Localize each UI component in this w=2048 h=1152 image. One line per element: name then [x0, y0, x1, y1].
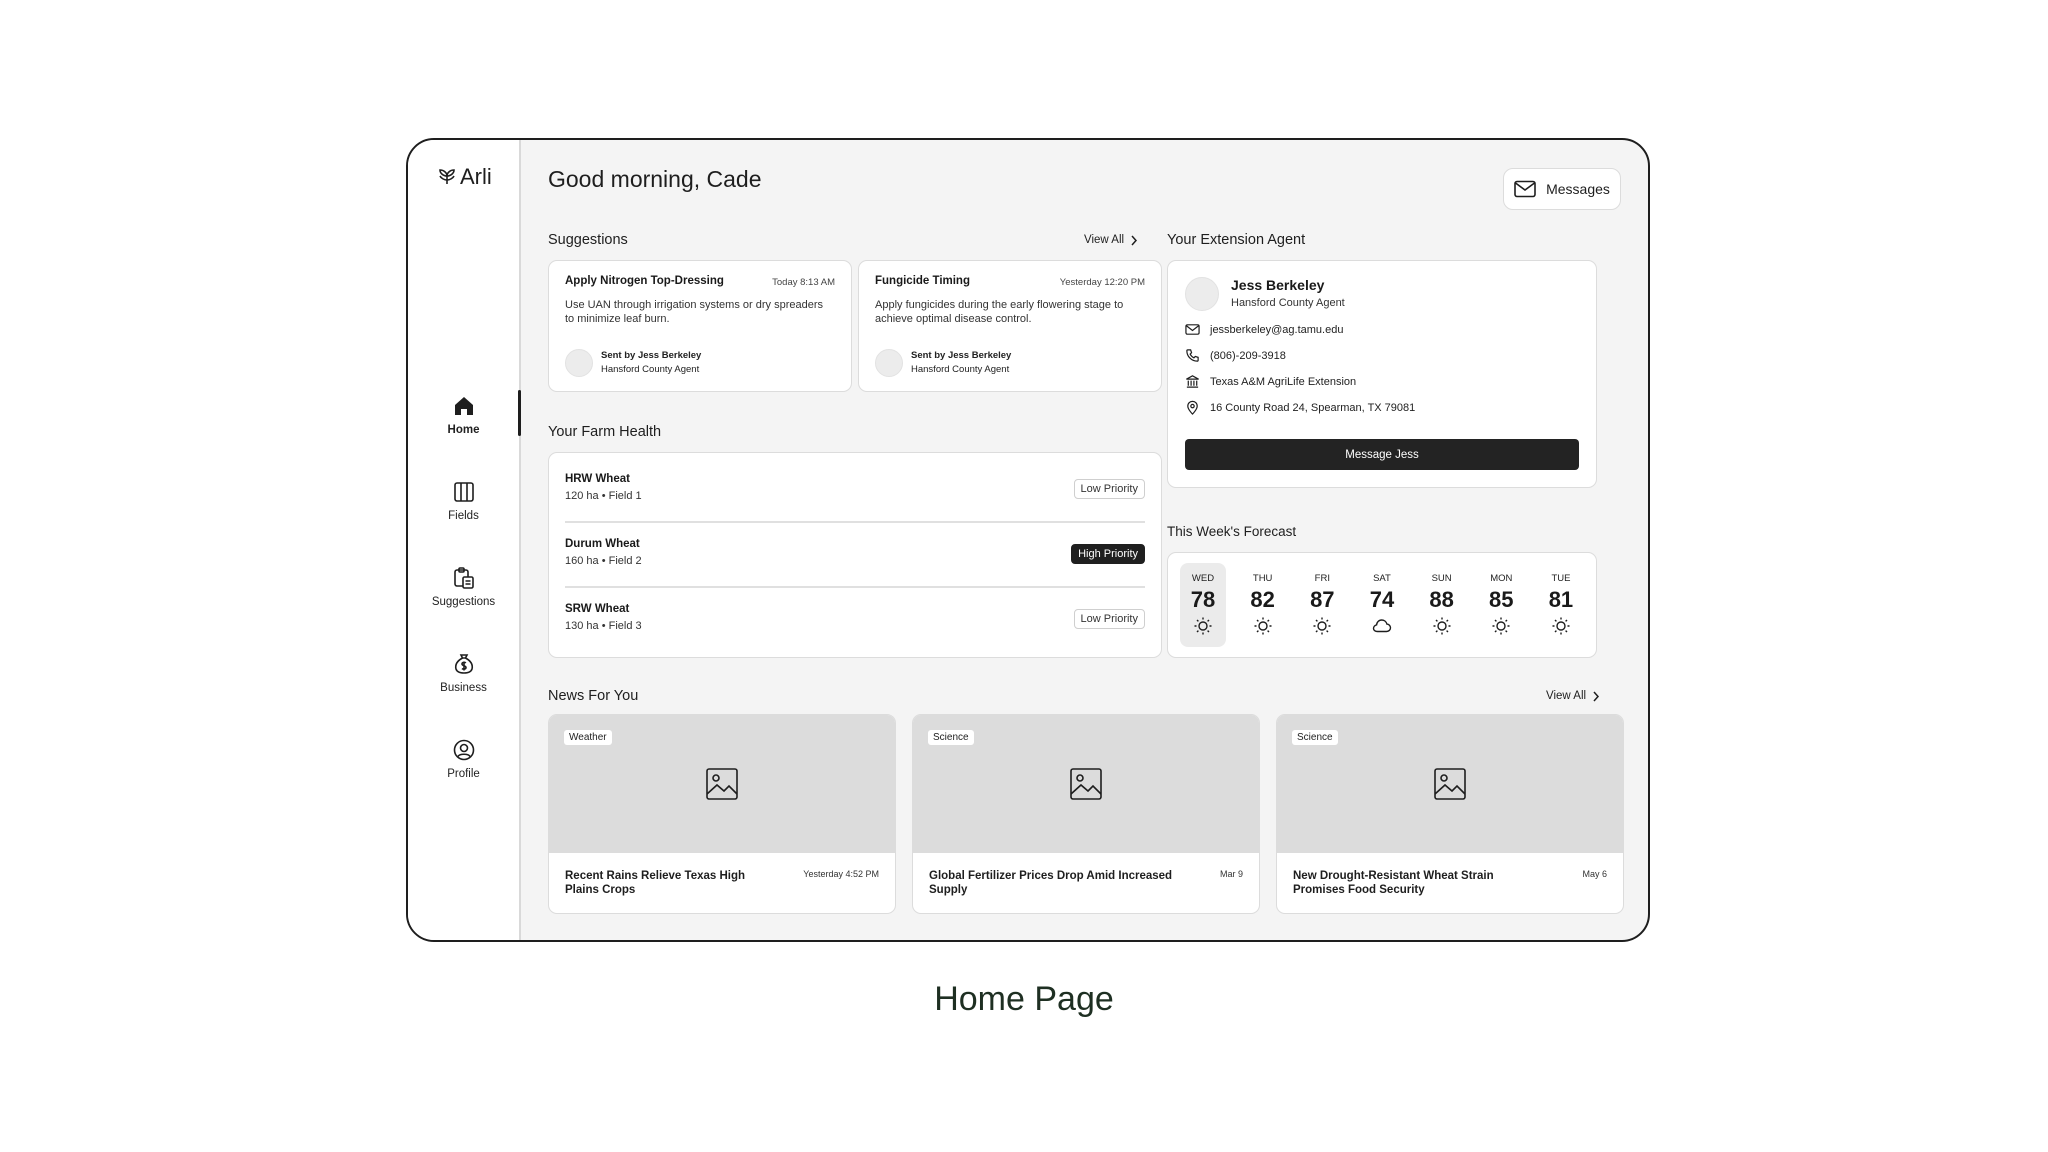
agent-email: jessberkeley@ag.tamu.edu — [1210, 323, 1344, 336]
farm-health-row[interactable] — [565, 518, 1145, 582]
leaf-logo-icon — [437, 167, 457, 187]
news-card[interactable] — [912, 714, 1260, 914]
home-icon — [452, 394, 476, 418]
news-view-all-link[interactable] — [1546, 690, 1600, 702]
suggestion-card[interactable] — [548, 260, 852, 392]
forecast-day[interactable] — [1240, 563, 1286, 647]
forecast-day[interactable] — [1299, 563, 1345, 647]
sun-icon — [1491, 616, 1511, 636]
forecast-day-name: SAT — [1373, 573, 1391, 584]
forecast-temp: 88 — [1429, 587, 1454, 612]
sender-role: Hansford County Agent — [911, 364, 1010, 375]
location-pin-icon — [1185, 400, 1200, 415]
sidebar-item-business[interactable] — [408, 652, 519, 694]
image-icon — [1069, 767, 1103, 801]
crop-name: Durum Wheat — [565, 538, 640, 550]
farm-health-row[interactable] — [565, 453, 1145, 517]
agent-phone-row[interactable] — [1185, 348, 1579, 363]
news-date: May 6 — [1582, 869, 1607, 879]
image-icon — [1433, 767, 1467, 801]
agent-phone: (806)-209-3918 — [1210, 349, 1286, 362]
mail-icon — [1514, 180, 1536, 198]
forecast-day-name: MON — [1490, 573, 1513, 584]
forecast-temp: 82 — [1250, 587, 1275, 612]
chevron-right-icon — [1130, 235, 1138, 246]
forecast-day[interactable] — [1180, 563, 1226, 647]
news-date: Yesterday 4:52 PM — [803, 869, 879, 879]
suggestion-body: Apply fungicides during the early flowering stage to achieve optimal disease control. — [875, 299, 1124, 325]
user-circle-icon — [452, 738, 476, 762]
sun-icon — [1253, 616, 1273, 636]
agent-address-row — [1185, 400, 1579, 415]
agent-card — [1167, 260, 1597, 488]
sidebar-item-home[interactable] — [408, 394, 519, 436]
forecast-day[interactable] — [1419, 563, 1465, 647]
agent-role: Hansford County Agent — [1231, 297, 1345, 309]
building-icon — [1185, 374, 1200, 389]
suggestion-card[interactable] — [858, 260, 1162, 392]
priority-badge: Low Priority — [1074, 609, 1145, 629]
message-agent-button[interactable]: Message Jess — [1185, 439, 1579, 470]
clipboard-icon — [452, 566, 476, 590]
crop-meta: 160 ha • Field 2 — [565, 555, 642, 567]
sun-icon — [1551, 616, 1571, 636]
image-icon — [705, 767, 739, 801]
forecast-card — [1167, 552, 1597, 658]
crop-meta: 120 ha • Field 1 — [565, 490, 642, 502]
news-image-placeholder — [913, 715, 1259, 853]
suggestion-body: Use UAN through irrigation systems or dry spreaders to minimize leaf burn. — [565, 299, 823, 325]
agent-address: 16 County Road 24, Spearman, TX 79081 — [1210, 401, 1416, 414]
suggestion-time: Yesterday 12:20 PM — [1059, 277, 1145, 288]
sidebar-item-label: Profile — [447, 768, 480, 780]
sidebar-item-profile[interactable] — [408, 738, 519, 780]
page-caption: Home Page — [934, 980, 1114, 1018]
forecast-day[interactable] — [1538, 563, 1584, 647]
news-headline: New Drought-Resistant Wheat Strain Promises Food Security — [1293, 870, 1494, 896]
news-title: News For You — [548, 688, 639, 704]
news-headline: Recent Rains Relieve Texas High Plains Crops — [565, 870, 746, 896]
news-image-placeholder — [1277, 715, 1623, 853]
suggestion-title: Fungicide Timing — [875, 275, 970, 287]
forecast-day[interactable] — [1359, 563, 1405, 647]
map-icon — [452, 480, 476, 504]
agent-title: Your Extension Agent — [1167, 232, 1306, 248]
suggestions-view-all-link[interactable] — [1084, 234, 1138, 246]
sidebar-item-label: Home — [447, 424, 480, 436]
news-card[interactable] — [548, 714, 896, 914]
main-content — [521, 140, 1648, 940]
forecast-day-name: WED — [1191, 573, 1215, 584]
agent-name: Jess Berkeley — [1231, 277, 1325, 293]
news-tag: Science — [1292, 730, 1338, 745]
sender-name: Sent by Jess Berkeley — [911, 350, 1012, 361]
sidebar-item-fields[interactable] — [408, 480, 519, 522]
agent-org: Texas A&M AgriLife Extension — [1210, 375, 1357, 388]
sidebar — [408, 140, 521, 940]
forecast-temp: 78 — [1190, 587, 1216, 612]
logo[interactable] — [437, 164, 492, 190]
sidebar-item-label: Suggestions — [431, 596, 496, 608]
view-all-label: View All — [1546, 690, 1587, 702]
chevron-right-icon — [1592, 691, 1600, 702]
suggestion-sender — [875, 349, 1011, 377]
suggestion-title: Apply Nitrogen Top-Dressing — [565, 275, 724, 287]
view-all-label: View All — [1084, 234, 1125, 246]
news-image-placeholder — [549, 715, 895, 853]
agent-email-row[interactable] — [1185, 322, 1579, 337]
avatar — [1185, 277, 1219, 311]
forecast-temp: 74 — [1369, 587, 1395, 612]
suggestion-time: Today 8:13 AM — [772, 277, 835, 288]
money-bag-icon — [452, 652, 476, 676]
sidebar-item-label: Business — [440, 682, 487, 694]
avatar — [565, 349, 593, 377]
sender-name: Sent by Jess Berkeley — [601, 350, 702, 361]
sidebar-item-label: Fields — [448, 510, 479, 522]
avatar — [875, 349, 903, 377]
priority-badge: High Priority — [1071, 544, 1145, 564]
messages-button[interactable] — [1503, 168, 1621, 210]
forecast-temp: 87 — [1310, 587, 1335, 612]
farm-health-title: Your Farm Health — [548, 424, 662, 440]
forecast-day[interactable] — [1478, 563, 1524, 647]
forecast-day-name: SUN — [1431, 573, 1452, 584]
forecast-temp: 81 — [1548, 587, 1574, 612]
news-tag: Science — [928, 730, 974, 745]
crop-name: SRW Wheat — [565, 603, 630, 615]
app-window — [406, 138, 1650, 942]
news-card[interactable] — [1276, 714, 1624, 914]
priority-badge: Low Priority — [1074, 479, 1145, 499]
news-headline: Global Fertilizer Prices Drop Amid Increased Supply — [929, 870, 1173, 896]
suggestions-title: Suggestions — [548, 232, 628, 248]
farm-health-row[interactable] — [565, 583, 1145, 647]
logo-text: Arli — [460, 164, 492, 189]
forecast-title: This Week's Forecast — [1167, 524, 1297, 539]
crop-meta: 130 ha • Field 3 — [565, 620, 642, 632]
news-tag: Weather — [564, 730, 612, 745]
phone-icon — [1185, 348, 1200, 363]
forecast-day-name: FRI — [1314, 573, 1330, 584]
news-date: Mar 9 — [1219, 869, 1243, 879]
crop-name: HRW Wheat — [565, 473, 630, 485]
farm-health-card — [548, 452, 1162, 658]
forecast-temp: 85 — [1489, 587, 1514, 612]
sun-icon — [1312, 616, 1332, 636]
forecast-day-name: TUE — [1551, 573, 1571, 584]
mail-icon — [1185, 322, 1200, 337]
forecast-day-name: THU — [1252, 573, 1273, 584]
page-title: Good morning, Cade — [548, 166, 762, 192]
sender-role: Hansford County Agent — [601, 364, 700, 375]
sun-icon — [1432, 616, 1452, 636]
sun-icon — [1193, 616, 1213, 636]
messages-label: Messages — [1546, 181, 1610, 197]
cloud-icon — [1372, 616, 1392, 636]
suggestion-sender — [565, 349, 701, 377]
agent-org-row — [1185, 374, 1579, 389]
sidebar-item-suggestions[interactable] — [408, 566, 519, 608]
